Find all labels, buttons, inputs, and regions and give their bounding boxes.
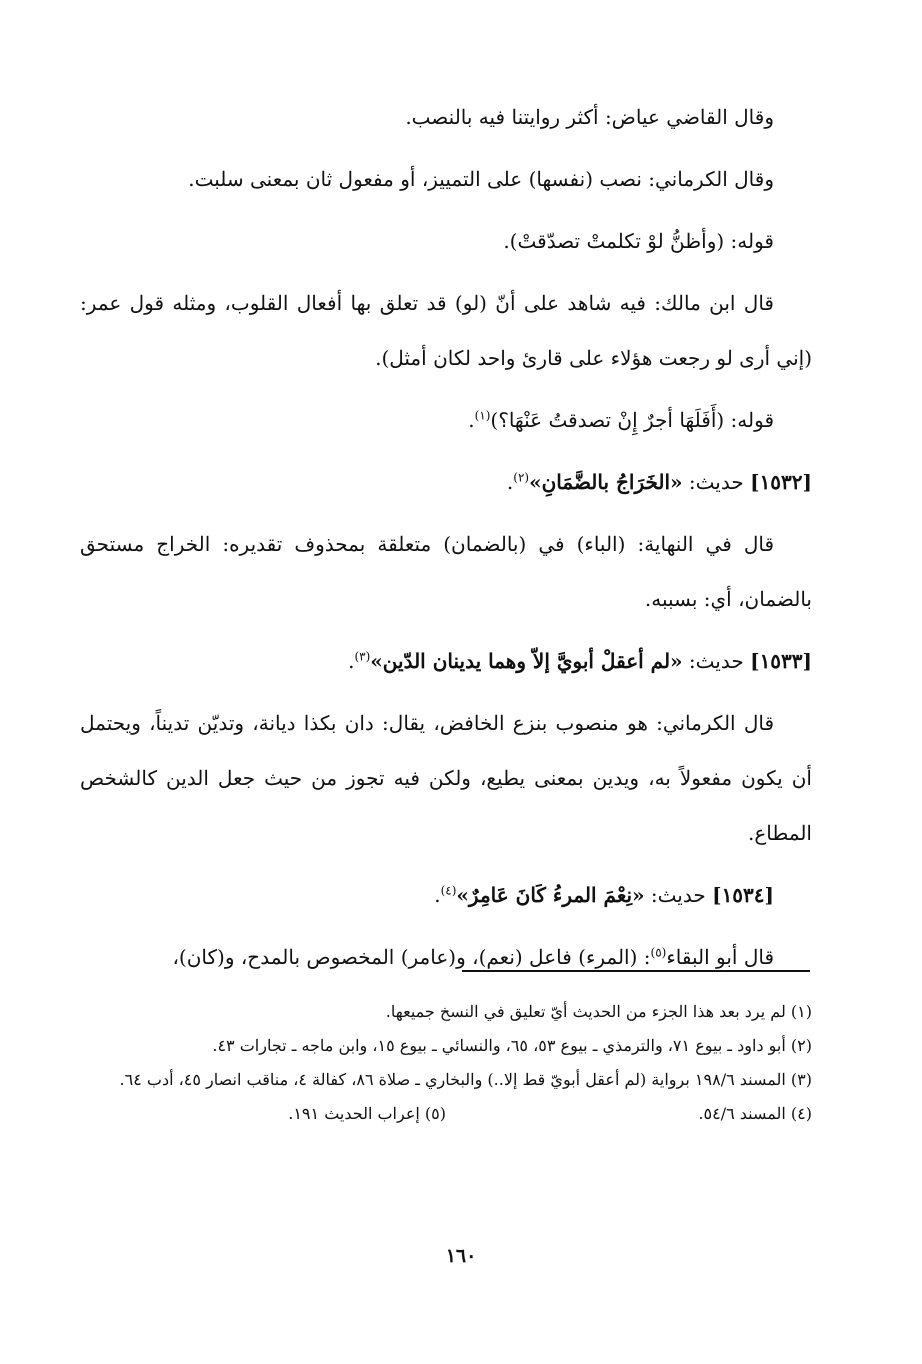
quote-text: قوله: (أَفَلَهَا أجرٌ إِنْ تصدقتُ عَنْهَا؟)	[490, 408, 774, 432]
footnote: (٣) المسند ١٩٨/٦ برواية (لم أعقل أبويّ قط إلا..) والبخاري ـ صلاة ٨٦، كفالة ٤، مناقب انصار ٤٥، أدب ٦٤.	[119, 1070, 812, 1089]
punct: .	[348, 649, 355, 673]
footnote-ref: (١)	[474, 408, 491, 423]
footnote-row	[80, 1097, 812, 1131]
footnote-ref: (٣)	[354, 649, 371, 664]
footnote-divider	[462, 970, 810, 972]
punct: .	[434, 883, 441, 907]
main-text	[80, 90, 812, 992]
hadith-text: «الخَرَاجُ بالضَّمَانِ»	[529, 470, 683, 494]
paragraph: قال الكرماني: هو منصوب بنزع الخافض، يقال: دان بكذا ديانة، وتديّن تديناً، ويحتمل أن يكون مفعولاً به، ويدين بمعنى يطيع، ولكن فيه تجوز من حيث جعل الدين كالشخص المطاع.	[80, 711, 812, 845]
hadith-heading-1533	[80, 634, 812, 689]
paragraph: قوله: (وأظنُّ لوْ تكلمتْ تصدّقتْ).	[503, 229, 774, 253]
hadith-heading-1534	[80, 868, 812, 923]
hadith-label: حديث:	[688, 470, 744, 494]
footnote-ref: (٢)	[513, 470, 530, 485]
paragraph: قال في النهاية: (الباء) في (بالضمان) متعلقة بمحذوف تقديره: الخراج مستحق بالضمان، أي: بسببه.	[80, 532, 812, 611]
footnote: (١) لم يرد بعد هذا الجزء من الحديث أيّ تعليق في النسخ جميعها.	[385, 1002, 812, 1021]
hadith-text: «نِعْمَ المرءُ كَانَ عَامِرٌ»	[456, 883, 645, 907]
paragraph	[80, 393, 812, 448]
footnote: (٤) المسند ٥٤/٦.	[698, 1104, 812, 1123]
paragraph	[80, 930, 812, 985]
footnote-ref: (٥)	[650, 945, 667, 960]
hadith-label: حديث:	[650, 883, 706, 907]
punct: .	[506, 470, 514, 494]
paragraph-start: قال أبو البقاء	[666, 945, 774, 969]
paragraph: قال ابن مالك: فيه شاهد على أنّ (لو) قد تعلق بها أفعال القلوب، ومثله قول عمر: (إني أرى لو رجعت هؤلاء على قارئ واحد لكان أمثل).	[80, 291, 812, 370]
hadith-heading-1532	[80, 455, 812, 510]
hadith-number: [١٥٣٢]	[750, 470, 812, 494]
paragraph: وقال الكرماني: نصب (نفسها) على التمييز، أو مفعول ثان بمعنى سلبت.	[188, 167, 774, 191]
footnote-ref: (٤)	[440, 883, 457, 898]
footnote: (٢) أبو داود ـ بيوع ٧١، والترمذي ـ بيوع ٥٣، ٦٥، والنسائي ـ بيوع ١٥، وابن ماجه ـ تجارات ٤٣.	[212, 1036, 812, 1055]
paragraph: وقال القاضي عياض: أكثر روايتنا فيه بالنصب.	[405, 105, 774, 129]
hadith-number: [١٥٣٣]	[750, 649, 812, 673]
paragraph-rest: : (المرء) فاعل (نعم)، و(عامر) المخصوص بالمدح، و(كان)،	[172, 945, 651, 969]
punct: .	[468, 408, 475, 432]
hadith-number: [١٥٣٤]	[712, 883, 774, 907]
footnotes	[80, 995, 812, 1131]
footnote: (٥) إعراب الحديث ١٩١.	[288, 1104, 446, 1123]
hadith-label: حديث:	[688, 649, 744, 673]
page-number: ١٦٠	[445, 1245, 477, 1267]
hadith-text: «لم أعقلْ أبويَّ إلاّ وهما يدينان الدّين»	[370, 649, 683, 673]
